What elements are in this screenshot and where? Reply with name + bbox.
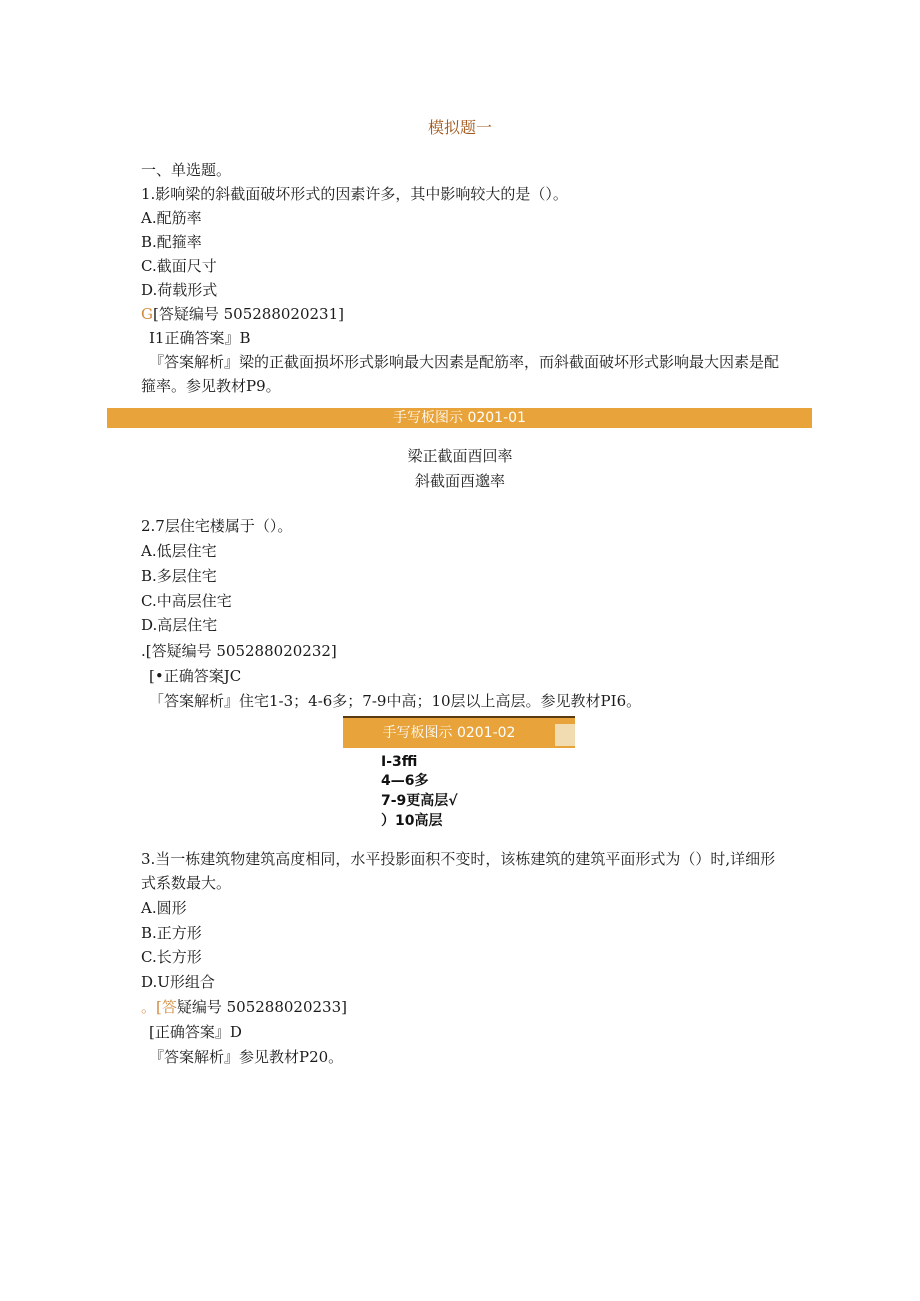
board2-tab xyxy=(555,724,575,746)
section-heading: 一、单选题。 xyxy=(141,161,232,179)
q2-id: .[答疑编号 505288020232] xyxy=(141,642,337,660)
q1-option-c: C.截面尺寸 xyxy=(141,257,217,275)
q1-explanation-line1: 『答案解析』梁的正截面损坏形式影响最大因素是配筋率，而斜截面破坏形式影响最大因素是配 xyxy=(149,353,780,371)
page-title: 模拟题一 xyxy=(427,118,492,137)
q3-option-c: C.长方形 xyxy=(141,948,202,966)
q3-answer: [正确答案』D xyxy=(149,1023,242,1041)
board1-line2: 斜截面酉邈率 xyxy=(414,472,505,490)
q1-option-d: D.荷载形式 xyxy=(141,281,218,299)
q1-id xyxy=(141,304,344,324)
q2-explanation: 「答案解析』住宅1-3；4-6多；7-9中高；10层以上高层。参见教材PI6。 xyxy=(149,692,642,710)
board2-line4: ）10高层 xyxy=(381,813,443,829)
q3-stem-line2: 式系数最大。 xyxy=(141,874,232,892)
board2-line3: 7-9更高层√ xyxy=(381,793,458,809)
q2-option-c: C.中高层住宅 xyxy=(141,592,232,610)
q3-option-b: B.正方形 xyxy=(141,924,202,942)
board2-line2: 4—6多 xyxy=(381,773,429,789)
board2-line1: I-3ffi xyxy=(381,754,418,770)
q3-id xyxy=(141,997,347,1017)
q1-option-b: B.配箍率 xyxy=(141,233,202,251)
q1-stem: 1.影响梁的斜截面破坏形式的因素许多，其中影响较大的是（）。 xyxy=(141,185,568,203)
q2-answer: [•正确答案JC xyxy=(149,667,242,685)
q1-option-a: A.配筋率 xyxy=(141,209,202,227)
q2-option-a: A.低层住宅 xyxy=(141,542,217,560)
q1-explanation-line2: 箍率。参见教材P9。 xyxy=(141,377,281,395)
q3-id-prefix: 。[答 xyxy=(141,998,177,1016)
q2-option-b: B.多层住宅 xyxy=(141,567,217,585)
handwriting-board-banner-1: 手写板图示 0201-01 xyxy=(107,408,812,428)
q3-option-a: A.圆形 xyxy=(141,899,187,917)
handwriting-board-banner-2 xyxy=(343,716,575,748)
q3-explanation: 『答案解析』参见教材P20。 xyxy=(149,1048,344,1066)
q3-option-d: D.U形组合 xyxy=(141,973,215,991)
q2-option-d: D.高层住宅 xyxy=(141,616,218,634)
board1-line1: 梁正截面酉回率 xyxy=(407,447,513,465)
q1-answer: I1正确答案』B xyxy=(149,329,251,347)
q1-id-text: [答疑编号 505288020231] xyxy=(152,305,344,323)
q2-stem: 2.7层住宅楼属于（）。 xyxy=(141,517,293,535)
board2-label: 手写板图示 0201-02 xyxy=(382,725,516,741)
q3-id-text: 疑编号 505288020233] xyxy=(176,998,348,1016)
q1-id-prefix: G xyxy=(141,305,153,323)
q3-stem-line1: 3.当一栋建筑物建筑高度相同，水平投影面积不变时，该栋建筑的建筑平面形式为（）时,详细形 xyxy=(141,850,776,868)
